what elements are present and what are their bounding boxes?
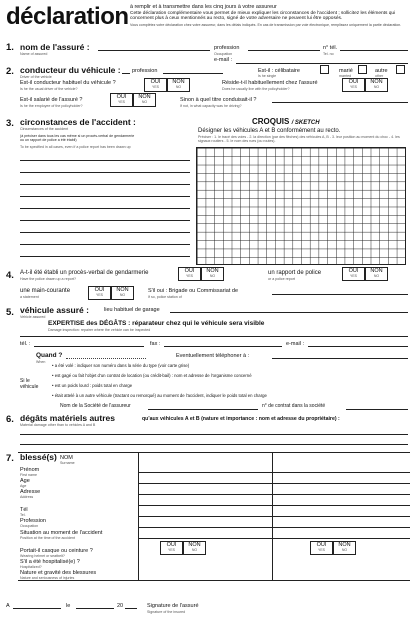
bullet-stolen: • a été volé : indiquer son numéro dans la série du type (voir carte grise) [52,363,190,368]
pv-yes-no[interactable] [178,267,224,281]
driving-capacity-sub: If not, in what capacity was he driving? [180,104,242,108]
footer-year-label: 20 [117,603,124,609]
yes-box[interactable] [178,267,201,281]
email-5-field[interactable] [308,346,408,347]
employee-label: Est-il salarié de l'assuré ? [20,97,83,103]
yes-label: OUI [184,268,195,274]
expertise-field[interactable] [20,336,408,337]
no-label: NON [188,542,201,548]
injured-row-line [138,483,410,484]
circumstance-line[interactable] [20,208,190,209]
injured-field-label: S'il a été hospitalisé(e) ? [20,559,80,565]
injured-table-bottom [18,580,410,581]
injured-field-sub: Tel. [20,513,26,517]
married-checkbox[interactable] [358,65,367,74]
garage-place-field[interactable] [170,312,408,313]
tel-5-label: tél. : [20,341,31,347]
intro-text [130,4,412,29]
yes-sub: YES [185,274,193,278]
no-box[interactable] [201,267,224,281]
habitual-driver-label: Est-il conducteur habituel du véhicule ? [20,80,116,86]
employee-yes-no[interactable] [110,93,156,107]
intro-sub: Cette déclaration complémentaire vous permet de mieux expliquer les circonstances de l'accident ; sollicitez les éléments qui concernent plus à ceux mentionnés au recto, signé de votre adversaire ne peuvent lui être opposés. [130,10,396,22]
tel-field[interactable] [340,50,408,51]
intro-main: à remplir et à transmettre dans les cinq jours à votre assureur [130,4,277,10]
single-sub: Is he single [258,74,277,78]
injured-field-label: Profession [20,518,46,524]
driver-profession-field[interactable] [163,73,223,74]
no-sub: NO [119,293,126,297]
when-label: Quand ? [36,352,63,359]
injured-nom-sub: Surname [60,461,75,465]
injured-field-sub: First name [20,473,37,477]
email-label: e-mail : [214,57,233,63]
circumstance-line[interactable] [20,220,190,221]
insured-name-label: nom de l'assuré : [20,42,90,52]
bullet-heavy: • est un poids lourd : poids total en charge [52,383,133,388]
year-field[interactable] [125,608,137,609]
tel-sub: Tel. no [323,52,334,56]
footer-a-label: A [6,603,10,609]
garage-place-label: lieu habituel de garage [104,307,160,313]
employee-sub: Is he the employee of the policyholder? [20,104,83,108]
fax-label: fax : [150,341,161,347]
injured-field-label: Tél [20,507,28,513]
email-5-label: e-mail : [286,341,305,347]
other-damage-rest: qu'aux véhicules A et B (nature et importance : nom et adresse du propriétaire) : [142,416,340,422]
section-3-number: 3. [6,118,14,129]
sketch-label: CROQUIS [252,117,290,126]
circumstance-line[interactable] [20,244,190,245]
married-sub: married [339,74,352,78]
insurer-company-field[interactable] [148,409,258,410]
if-vehicle-label: Si le véhicule [20,378,39,390]
circumstances-note-sub: To be specified in all cases, even if a police report has been drawn up [20,145,131,149]
circumstance-line[interactable] [20,172,190,173]
profession-sub: Occupation [214,52,233,56]
no-label: NON [116,287,129,293]
section-2-number: 2. [6,66,14,77]
signature-label: Signature de l'assuré [147,603,199,609]
no-box[interactable] [183,541,206,555]
pv-sub: Have the police drawn up a report? [20,277,76,281]
other-damage-label: dégâts matériels autres [20,413,115,423]
pv-text: A-t-il été établi un procès-verbal de gendarmerie [20,270,149,276]
yes-box[interactable] [342,267,365,281]
tel-label: n° tél. [323,45,338,51]
injured-field-label: Adresse [20,489,41,495]
driver-label: conducteur du véhicule : [20,65,121,75]
no-box[interactable] [365,267,388,281]
helmet-yes-no[interactable] [160,541,206,555]
no-label: NON [206,268,219,274]
other-damage-line[interactable] [20,434,408,435]
injured-field-sub: Nature and seriousness of injuries [20,576,75,580]
section-5-number: 5. [6,307,14,318]
single-checkbox[interactable] [320,65,329,74]
no-sub: NO [341,548,348,552]
no-box[interactable] [167,78,190,92]
no-box[interactable] [365,78,388,92]
injured-field-label: Age [20,478,30,484]
section-4-number: 4. [6,270,14,281]
statement-yes-no[interactable] [88,286,134,300]
circumstance-line[interactable] [20,184,190,185]
no-label: NON [370,79,383,85]
circumstances-label: circonstances de l'accident : [20,117,136,127]
injured-nom-label: NOM [60,455,73,461]
insured-vehicle-label: véhicule assuré : [20,305,89,315]
injured-table-top [18,452,410,453]
expertise-label: EXPERTISE des DÉGÂTS : réparateur chez qui le véhicule sera visible [48,320,265,327]
circumstance-line[interactable] [20,256,190,257]
yes-label: OUI [316,542,327,548]
sketch-label-en: / SKETCH [291,120,320,126]
injured-row-line [138,505,410,506]
habitual-driver-sub: Is he the usual driver of the vehicle? [20,87,78,91]
driver-profession-label: profession [132,68,158,74]
yes-box[interactable] [310,541,333,555]
injured-field-label: Prénom [20,467,40,473]
other-label: autre [375,68,388,74]
no-sub: NO [175,85,182,89]
injured-field-sub: Age [20,484,27,488]
profession-label: profession [214,45,240,51]
no-label: NON [338,542,351,548]
email-field[interactable] [236,63,408,64]
profession-field[interactable] [248,50,320,51]
injured-field-label: Situation au moment de l'accident [20,530,103,536]
contract-field[interactable] [346,409,408,410]
circumstance-line[interactable] [20,196,190,197]
married-label: marié [339,68,353,74]
yes-sub: YES [349,85,357,89]
resident-yes-no[interactable] [342,78,388,92]
habitual-yes-no[interactable] [144,78,190,92]
insured-name-sub: Name of assured [20,52,48,56]
yes-box[interactable] [160,541,183,555]
circumstances-note: (à préciser dans tous les cas même si un procès-verbal de gendarmerie ou un rapport de police a été établi) [20,134,135,143]
no-box[interactable] [111,286,134,300]
statement-sub: a statement [20,295,39,299]
yes-sub: YES [167,548,175,552]
tel-5-field[interactable] [34,346,144,347]
circumstance-line[interactable] [20,232,190,233]
statement-label: une main-courante [20,288,71,294]
signature-sub: Signature of the insured [147,610,186,614]
injured-field-sub: Position at the time of the accident [20,536,75,540]
no-sub: NO [209,274,216,278]
section-7-number: 7. [6,453,14,464]
no-label: NON [172,79,185,85]
insured-vehicle-sub: Vehicle assured [20,315,46,319]
injured-field-label: Portait-il casque ou ceinture ? [20,548,93,554]
insured-name-field[interactable] [98,50,210,51]
no-sub: NO [373,85,380,89]
no-box[interactable] [333,541,356,555]
yes-sub: YES [117,100,125,104]
injured-row-line [138,538,410,539]
bullet-leased: • est gagé ou fait l'objet d'un contrat de location (ou crédit-bail) : nom et adresse de l'organisme concerné [52,373,252,378]
sketch-title [252,117,320,126]
police-report-sub: or a police report [268,277,295,281]
brigade-sub: If so, police station of [148,295,182,299]
resident-label: Réside-t-il habituellement chez l'assuré [222,80,318,86]
injured-row-line [138,472,410,473]
phone-field[interactable] [272,358,408,359]
other-sub: other [375,74,384,78]
footer-le-label: le [66,603,71,609]
brigade-field[interactable] [272,294,408,295]
pv-label [20,270,148,276]
police-report-yes-no[interactable] [342,267,388,281]
phone-label: Eventuellement téléphoner à : [176,353,250,359]
no-sub: NO [373,274,380,278]
helmet-yes-no-2[interactable] [310,541,356,555]
injured-field-sub: Wearing helmet or seatbelt? [20,554,65,558]
circumstance-line[interactable] [20,160,190,161]
yes-sub: YES [95,293,103,297]
driver-sub: Driver of the vehicle [20,75,52,79]
resident-sub: Does he usually live with the policyholder? [222,87,290,91]
insurer-company-label: Nom de la Société de l'assureur [60,403,131,409]
injured-label: blessé(s) [20,452,57,462]
yes-sub: YES [349,274,357,278]
sketch-instruction: Désigner les véhicules A et B conformément au recto. [198,128,341,134]
yes-label: OUI [166,542,177,548]
place-field[interactable] [13,608,61,609]
yes-label: OUI [150,79,161,85]
yes-sub: YES [151,85,159,89]
date-field[interactable] [76,608,114,609]
injured-row-line [138,527,410,528]
yes-box[interactable] [88,286,111,300]
no-label: NON [370,268,383,274]
section-1-number: 1. [6,42,14,53]
contract-label: n° de contrat dans la société [262,403,326,409]
yes-box[interactable] [342,78,365,92]
sketch-grid[interactable] [196,147,406,265]
fax-field[interactable] [164,346,282,347]
driving-capacity-label: Sinon à quel titre conduisait-il ? [180,97,257,103]
no-box[interactable] [133,93,156,107]
single-label: Est-il : célibataire [258,68,300,74]
section-6-number: 6. [6,414,14,425]
injured-field-sub: Hospitalized? [20,565,42,569]
page-title: déclaration [6,3,129,30]
injured-row-line [138,516,410,517]
no-sub: NO [191,548,198,552]
injured-field-sub: Address [20,495,34,499]
sketch-fine-print: Préciser : 1. le tracé des voies - 2. la direction (par des flèches) des véhicules A, B - 3. leur position au moment du choc - 4. les signaux routiers - 5. le nom des rues (ou routes). [198,135,400,144]
yes-label: OUI [348,268,359,274]
yes-label: OUI [348,79,359,85]
injured-row-line [138,494,410,495]
police-report-label: un rapport de police [268,270,322,276]
yes-sub: YES [317,548,325,552]
driver-name-field[interactable] [122,73,130,74]
intro-fine: Vous complétez votre déclaration chez votre assureur, dans les délais indiqués. En cas de transmission par voie électronique, remplissez uniquement la partie déclaration. [130,23,402,28]
yes-box[interactable] [144,78,167,92]
injured-field-label: Nature et gravité des blessures [20,570,97,576]
other-checkbox[interactable] [396,65,405,74]
expertise-sub: Damage inspection: repairer where the vehicle can be inspected [48,328,151,332]
when-field[interactable] [66,358,146,359]
other-damage-sub: Material damage other than to vehicles A and B [20,423,96,427]
brigade-label: S'il oui : Brigade ou Commissariat de [148,288,239,294]
bullet-towing: • était attelé à un autre véhicule (tractant ou remorqué) au moment de l'accident, indiquer le poids total en charge [52,393,267,398]
yes-label: OUI [94,287,105,293]
driving-capacity-field[interactable] [272,102,408,103]
injured-field-sub: Occupation [20,524,39,528]
yes-label: OUI [116,94,127,100]
when-sub: When [36,360,46,364]
circumstances-sub: Circumstances of the accident [20,127,69,131]
no-sub: NO [141,100,148,104]
yes-box[interactable] [110,93,133,107]
no-label: NON [138,94,151,100]
other-damage-line[interactable] [20,444,408,445]
